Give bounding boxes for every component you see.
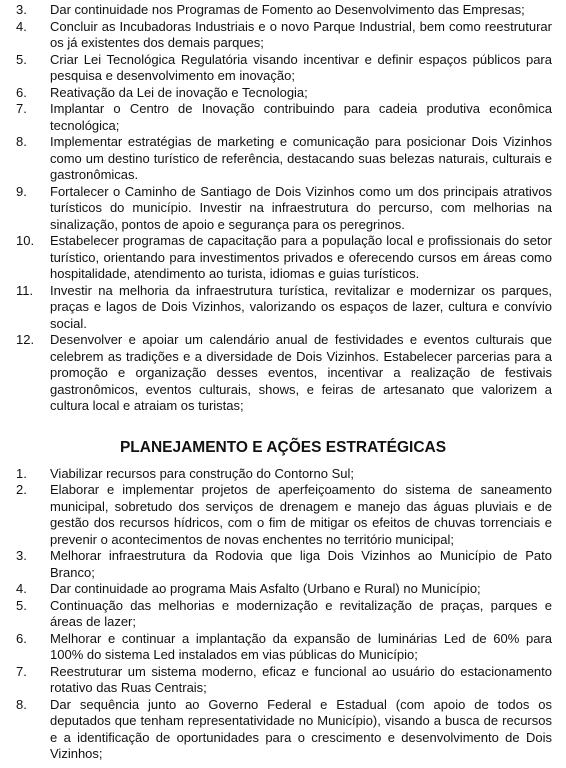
item-text: Concluir as Incubadoras Industriais e o novo Parque Industrial, bem como reestruturar os já existentes dos demais parques;	[50, 18, 552, 50]
item-number: 10.	[16, 233, 35, 248]
item-number: 6.	[16, 630, 27, 646]
list-item	[0, 283, 566, 333]
item-number: 3.	[16, 2, 27, 17]
item-number: 3.	[16, 548, 27, 563]
item-text: Melhorar infraestrutura da Rodovia que liga Dois Vizinhos ao Município de Pato Branco;	[50, 548, 552, 580]
list-item	[0, 697, 566, 763]
item-number: 5.	[16, 597, 27, 613]
list-item	[0, 332, 566, 415]
item-text: Dar continuidade nos Programas de Fomento ao Desenvolvimento das Empresas;	[50, 2, 525, 17]
item-number: 2.	[16, 482, 27, 497]
item-number: 1.	[16, 465, 27, 481]
list-item	[0, 664, 566, 697]
list-item	[0, 466, 566, 483]
item-number: 12.	[16, 332, 35, 347]
item-number: 8.	[16, 134, 27, 149]
list-item	[0, 2, 566, 19]
list-item	[0, 184, 566, 234]
list-item	[0, 134, 566, 184]
item-text: Continuação das melhorias e modernização e revitalização de praças, parques e áreas de lazer;	[50, 597, 552, 629]
list-item	[0, 19, 566, 52]
item-number: 4.	[16, 18, 27, 34]
list-item	[0, 233, 566, 283]
strategic-actions-list	[0, 466, 566, 763]
list-item	[0, 598, 566, 631]
item-text: Implementar estratégias de marketing e comunicação para posicionar Dois Vizinhos como um destino turístico de referência, destacando suas belezas naturais, culturais e gastronômicas.	[50, 134, 552, 182]
item-number: 11.	[16, 282, 34, 298]
item-text: Estabelecer programas de capacitação para a população local e profissionais do setor turístico, orientando para investimentos privados e oferecendo cursos em áreas como hospitalidade, atendimento ao turista, idiomas e guias turísticos.	[50, 233, 552, 281]
item-text: Viabilizar recursos para construção do Contorno Sul;	[50, 465, 354, 481]
item-text: Criar Lei Tecnológica Regulatória visando incentivar e definir espaços públicos para pesquisa e desenvolvimento em inovação;	[50, 51, 552, 83]
item-text: Reestruturar um sistema moderno, eficaz e funcional ao usuário do estacionamento rotativo das Ruas Centrais;	[50, 663, 552, 695]
item-number: 7.	[16, 101, 27, 116]
list-item	[0, 548, 566, 581]
item-text: Melhorar e continuar a implantação da expansão de luminárias Led de 60% para 100% do sistema Led instalados em vias públicas do Município;	[50, 630, 552, 662]
item-text: Reativação da Lei de inovação e Tecnologia;	[50, 84, 308, 100]
section-heading: PLANEJAMENTO E AÇÕES ESTRATÉGICAS	[119, 438, 447, 456]
item-text: Implantar o Centro de Inovação contribuindo para cadeia produtiva econômica tecnológica;	[50, 101, 552, 133]
item-text: Desenvolver e apoiar um calendário anual de festividades e eventos culturais que celebrem as tradições e a diversidade de Dois Vizinhos. Estabelecer parcerias para a promoção e organização desses eventos, incentivar a realização de festivais gastronômicos, eventos culturais, shows, e feiras de artesanato que valorizem a cultura local e atraiam os turistas;	[50, 332, 552, 413]
item-text: Dar continuidade ao programa Mais Asfalto (Urbano e Rural) no Município;	[50, 581, 481, 596]
list-item	[0, 581, 566, 598]
item-number: 6.	[16, 84, 27, 100]
item-text: Fortalecer o Caminho de Santiago de Dois Vizinhos como um dos principais atrativos turísticos do município. Investir na infraestrutura do percurso, com melhorias na sinalização, pontos de apoio e segurança para os peregrinos.	[50, 183, 552, 232]
item-text: Elaborar e implementar projetos de aperfeiçoamento do sistema de saneamento municipal, sobretudo dos serviços de drenagem e manejo das águas pluviais e de gestão dos recursos hídricos, com o fim de mitigar os efeitos de chuvas torrenciais e prevenir o acontecimentos de novas enchentes no território municipal;	[50, 482, 552, 547]
list-item	[0, 101, 566, 134]
item-number: 5.	[16, 51, 27, 67]
list-item	[0, 631, 566, 664]
item-number: 4.	[16, 581, 27, 596]
item-text: Dar sequência junto ao Governo Federal e Estadual (com apoio de todos os deputados que tenham representatividade no Município), visando a busca de recursos e a identificação de oportunidades para o crescimento e desenvolvimento de Dois Vizinhos;	[50, 696, 552, 761]
item-number: 9.	[16, 183, 27, 199]
list-item	[0, 52, 566, 85]
item-text: Investir na melhoria da infraestrutura turística, revitalizar e modernizar os parques, praças e lagos de Dois Vizinhos, valorizando os espaços de lazer, cultura e convívio social.	[50, 282, 552, 331]
list-item	[0, 85, 566, 102]
item-number: 8.	[16, 696, 27, 712]
list-item	[0, 482, 566, 548]
item-number: 7.	[16, 663, 27, 679]
